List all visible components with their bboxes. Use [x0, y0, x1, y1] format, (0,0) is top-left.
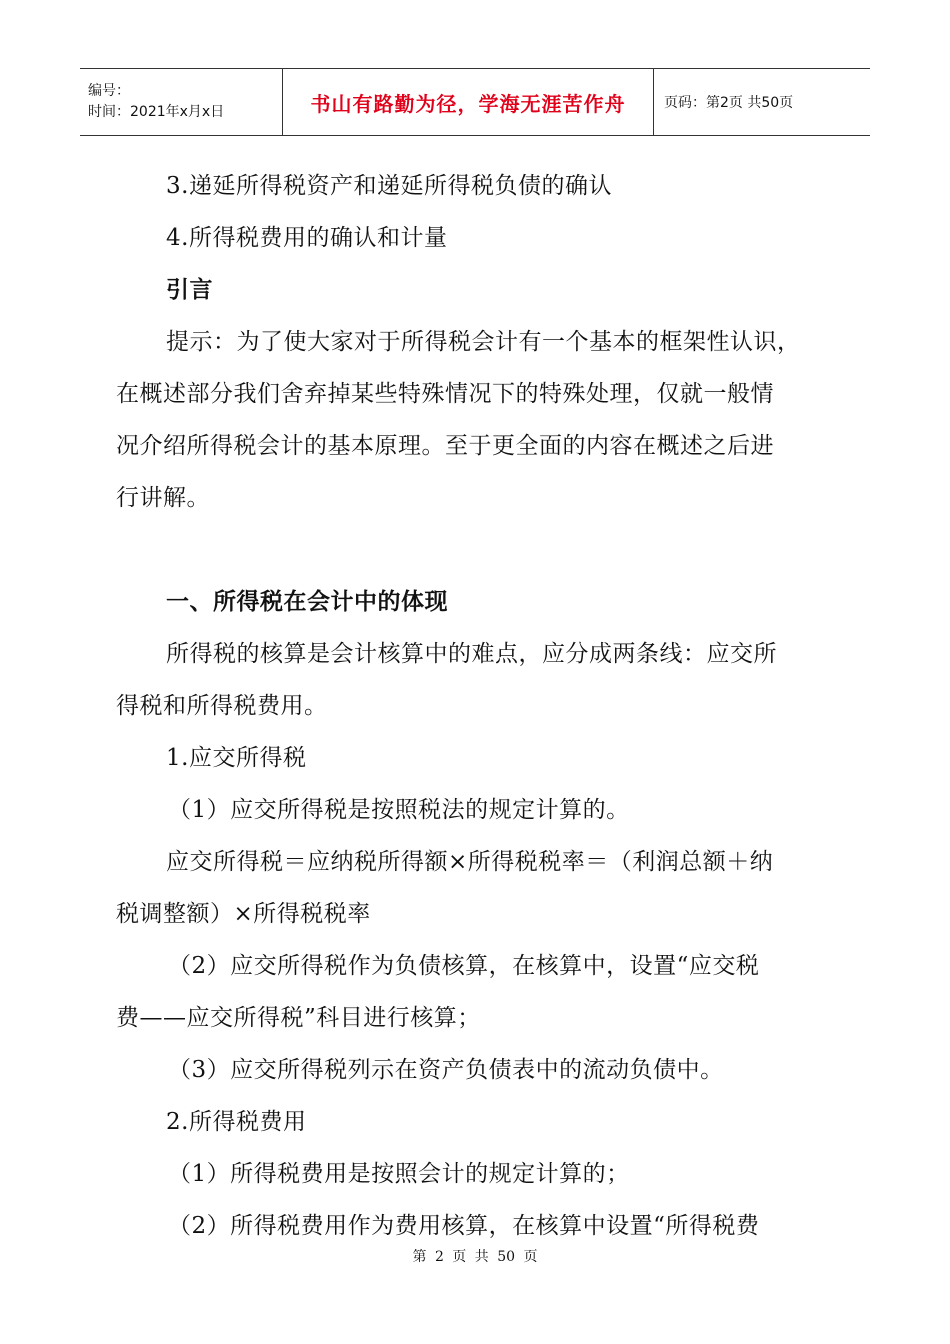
page-footer: 第 2 页 共 50 页 — [412, 1249, 538, 1265]
paragraph-line: （1）所得税费用是按照会计的规定计算的； — [168, 1161, 630, 1187]
paragraph-line: 4.所得税费用的确认和计量 — [166, 225, 448, 251]
header-motto-cell — [282, 69, 654, 135]
section-heading-1: 一、所得税在会计中的体现 — [166, 589, 448, 615]
paragraph-line: 税调整额）×所得税税率 — [116, 901, 371, 927]
paragraph-line: 在概述部分我们舍弃掉某些特殊情况下的特殊处理，仅就一般情 — [116, 381, 774, 407]
document-number-label: 编号： — [88, 83, 130, 99]
paragraph-line: 3.递延所得税资产和递延所得税负债的确认 — [166, 173, 612, 199]
paragraph-line: 费——应交所得税”科目进行核算； — [116, 1005, 481, 1031]
paragraph-line: 行讲解。 — [116, 485, 210, 511]
document-time-label: 时间：2021年x月x日 — [88, 104, 225, 120]
header-left — [80, 69, 282, 135]
header-motto: 书山有路勤为径，学海无涯苦作舟 — [310, 91, 626, 116]
paragraph-line: 提示：为了使大家对于所得税会计有一个基本的框架性认识， — [166, 329, 801, 355]
document-body — [116, 160, 832, 1252]
page-header — [80, 68, 870, 136]
paragraph-line: （3）应交所得税列示在资产负债表中的流动负债中。 — [168, 1057, 724, 1083]
header-page-info: 页码：第2页 共50页 — [664, 95, 794, 111]
paragraph-line: （2）所得税费用作为费用核算，在核算中设置“所得税费 — [168, 1213, 760, 1239]
paragraph-line: 1.应交所得税 — [166, 745, 307, 771]
paragraph-line: 应交所得税＝应纳税所得额×所得税税率＝（利润总额＋纳 — [166, 849, 774, 875]
blank-line — [116, 524, 832, 576]
paragraph-line: 2.所得税费用 — [166, 1109, 307, 1135]
paragraph-line: 况介绍所得税会计的基本原理。至于更全面的内容在概述之后进 — [116, 433, 774, 459]
paragraph-line: （1）应交所得税是按照税法的规定计算的。 — [168, 797, 630, 823]
paragraph-line: （2）应交所得税作为负债核算，在核算中，设置“应交税 — [168, 953, 760, 979]
header-page-info-cell — [654, 69, 870, 135]
paragraph-line: 得税和所得税费用。 — [116, 693, 328, 719]
section-heading-intro: 引言 — [166, 277, 213, 303]
paragraph-line: 所得税的核算是会计核算中的难点，应分成两条线：应交所 — [166, 641, 777, 667]
